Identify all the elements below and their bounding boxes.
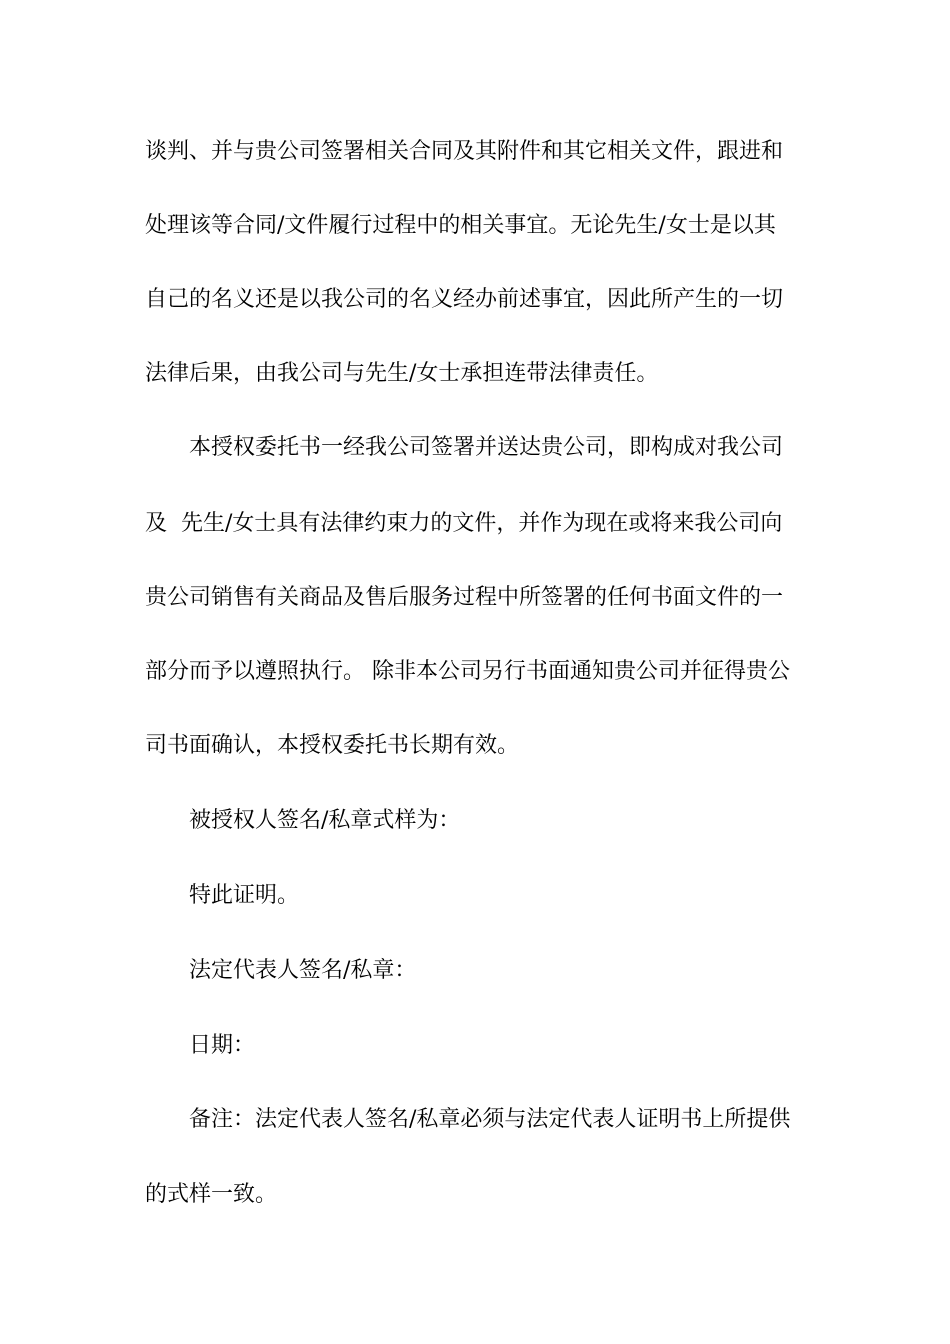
date-line: 日期： bbox=[189, 1033, 256, 1058]
remark-line-1: 备注：法定代表人签名/私章必须与法定代表人证明书上所提供 bbox=[189, 1107, 791, 1132]
certification-line: 特此证明。 bbox=[189, 883, 300, 908]
text-line-9: 司书面确认，本授权委托书长期有效。 bbox=[145, 733, 520, 758]
authorized-signature-line: 被授权人签名/私章式样为： bbox=[189, 808, 461, 833]
text-line-1: 谈判、并与贵公司签署相关合同及其附件和其它相关文件，跟进和 bbox=[145, 139, 784, 164]
text-line-4: 法律后果，由我公司与先生/女士承担连带法律责任。 bbox=[145, 361, 659, 386]
text-line-7: 贵公司销售有关商品及售后服务过程中所签署的任何书面文件的一 bbox=[145, 585, 784, 610]
legal-rep-signature-line: 法定代表人签名/私章： bbox=[189, 958, 417, 983]
remark-line-2: 的式样一致。 bbox=[145, 1182, 278, 1207]
text-line-2: 处理该等合同/文件履行过程中的相关事宜。无论先生/女士是以其 bbox=[145, 213, 776, 238]
text-line-3: 自己的名义还是以我公司的名义经办前述事宜，因此所产生的一切 bbox=[145, 287, 784, 312]
text-line-5: 本授权委托书一经我公司签署并送达贵公司，即构成对我公司 bbox=[189, 435, 784, 460]
text-line-6: 及 先生/女士具有法律约束力的文件，并作为现在或将来我公司向 bbox=[145, 511, 783, 536]
text-line-8: 部分而予以遵照执行。 除非本公司另行书面通知贵公司并征得贵公 bbox=[145, 659, 790, 684]
